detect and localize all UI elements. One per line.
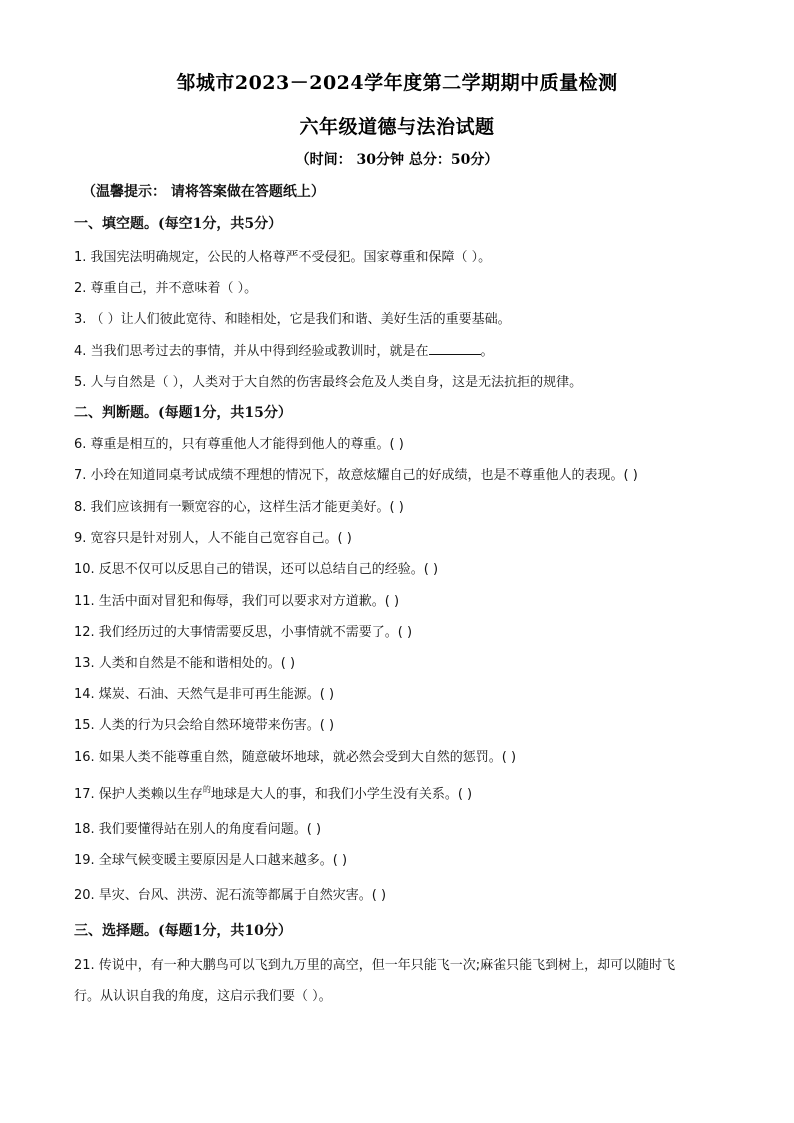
- section3-heading: 三、选择题。(每题1分，共10分）: [74, 923, 292, 939]
- question-3: 3. （ ）让人们彼此宽待、和睦相处，它是我们和谐、美好生活的重要基础。: [74, 312, 511, 327]
- question-7: 7. 小玲在知道同桌考试成绩不理想的情况下，故意炫耀自己的好成绩，也是不尊重他人的表现。( ): [74, 468, 638, 483]
- exam-meta: （时间： 30分钟 总分：50分）: [295, 152, 499, 168]
- question-8: 8. 我们应该拥有一颗宽容的心，这样生活才能更美好。( ): [74, 500, 404, 515]
- question-9: 9. 宽容只是针对别人，人不能自己宽容自己。( ): [74, 531, 352, 546]
- section2-heading: 二、判断题。(每题1分，共15分）: [74, 405, 292, 421]
- question-11: 11. 生活中面对冒犯和侮辱，我们可以要求对方道歉。( ): [74, 594, 400, 609]
- question-4-text: 4. 当我们思考过去的事情，并从中得到经验或教训时，就是在: [74, 344, 429, 359]
- answer-blank: [429, 342, 481, 355]
- question-17-text-b: 地球是大人的事，和我们小学生没有关系。( ): [210, 787, 473, 802]
- question-4-end: 。: [480, 344, 494, 359]
- question-12: 12. 我们经历过的大事情需要反思，小事情就不需要了。( ): [74, 625, 413, 640]
- question-18: 18. 我们要懂得站在别人的角度看问题。( ): [74, 822, 322, 837]
- question-16: 16. 如果人类不能尊重自然，随意破坏地球，就必然会受到大自然的惩罚。( ): [74, 750, 517, 765]
- question-1: 1. 我国宪法明确规定，公民的人格尊严不受侵犯。国家尊重和保障（ ）。: [74, 250, 492, 265]
- question-19: 19. 全球气候变暖主要原因是人口越来越多。( ): [74, 853, 348, 868]
- question-14: 14. 煤炭、石油、天然气是非可再生能源。( ): [74, 687, 335, 702]
- question-13: 13. 人类和自然是不能和谐相处的。( ): [74, 656, 296, 671]
- question-17: [74, 783, 472, 802]
- exam-subtitle: 六年级道德与法治试题: [299, 116, 495, 138]
- question-5: 5. 人与自然是（ ），人类对于大自然的伤害最终会危及人类自身，这是无法抗拒的规律。: [74, 375, 583, 390]
- section1-heading: 一、填空题。(每空1分，共5分）: [74, 216, 283, 232]
- exam-title: 邹城市2023－2024学年度第二学期期中质量检测: [176, 72, 618, 94]
- question-4: [74, 340, 494, 359]
- question-6: 6. 尊重是相互的，只有尊重他人才能得到他人的尊重。( ): [74, 437, 404, 452]
- question-21-line2: 行。从认识自我的角度，这启示我们要（ ）。: [74, 989, 332, 1004]
- question-17-annotation: 的: [202, 785, 211, 794]
- question-17-text-a: 17. 保护人类赖以生存: [74, 787, 203, 802]
- question-15: 15. 人类的行为只会给自然环境带来伤害。( ): [74, 718, 335, 733]
- question-2: 2. 尊重自己，并不意味着（ ）。: [74, 281, 258, 296]
- question-21-line1: 21. 传说中，有一种大鹏鸟可以飞到九万里的高空，但一年只能飞一次;麻雀只能飞到树上，却可以随时飞: [74, 958, 676, 973]
- tip-text: （温馨提示： 请将答案做在答题纸上）: [82, 184, 325, 200]
- question-10: 10. 反思不仅可以反思自己的错误，还可以总结自己的经验。( ): [74, 562, 439, 577]
- question-20: 20. 旱灾、台风、洪涝、泥石流等都属于自然灾害。( ): [74, 888, 387, 903]
